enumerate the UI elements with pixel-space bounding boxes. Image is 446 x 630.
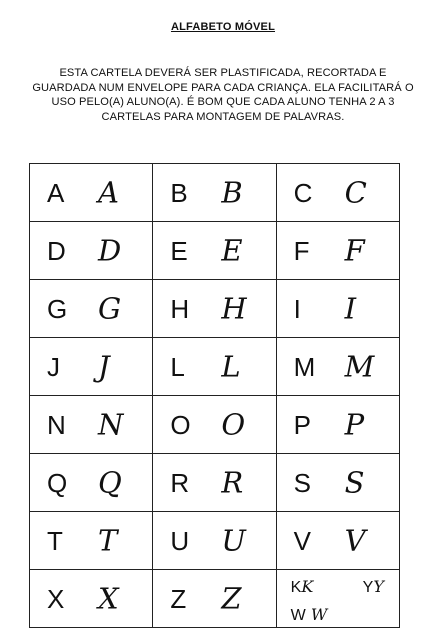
letter-card[interactable] bbox=[30, 280, 153, 338]
print-letter: J bbox=[47, 351, 60, 382]
letter-card[interactable] bbox=[276, 396, 399, 454]
print-letter: U bbox=[170, 525, 190, 556]
cursive-letter: I bbox=[344, 291, 357, 325]
print-letter: K bbox=[290, 579, 302, 596]
print-letter: H bbox=[170, 293, 190, 324]
cursive-letter: O bbox=[221, 407, 246, 441]
print-letter: E bbox=[170, 235, 188, 266]
cursive-letter: Z bbox=[221, 581, 242, 615]
print-letter: A bbox=[47, 177, 65, 208]
letter-card[interactable] bbox=[276, 222, 399, 280]
cursive-letter: H bbox=[221, 291, 247, 325]
letter-card[interactable] bbox=[153, 512, 276, 570]
cursive-letter: N bbox=[98, 407, 124, 441]
letter-card[interactable] bbox=[153, 164, 276, 222]
alphabet-grid bbox=[29, 163, 400, 628]
cursive-letter: B bbox=[221, 175, 243, 209]
print-letter: T bbox=[47, 525, 63, 556]
letter-card[interactable] bbox=[276, 164, 399, 222]
print-letter: P bbox=[293, 409, 311, 440]
page-title: ALFABETO MÓVEL bbox=[170, 21, 276, 33]
instruction-line: GUARDADA NUM ENVELOPE PARA CADA CRIANÇA. ELA FACILITARÁ O bbox=[32, 81, 414, 94]
print-letter: L bbox=[170, 351, 185, 382]
cursive-letter: P bbox=[344, 407, 365, 441]
letter-card[interactable] bbox=[153, 338, 276, 396]
letter-card[interactable] bbox=[30, 222, 153, 280]
print-letter: O bbox=[170, 409, 191, 440]
cursive-letter: Q bbox=[98, 465, 122, 499]
cursive-letter: F bbox=[344, 233, 365, 267]
letter-card[interactable] bbox=[30, 396, 153, 454]
print-letter: F bbox=[293, 235, 310, 266]
instruction-line: USO PELO(A) ALUNO(A). É BOM QUE CADA ALUNO TENHA 2 A 3 bbox=[51, 96, 395, 108]
print-letter: M bbox=[293, 351, 316, 382]
cursive-letter: Y bbox=[373, 577, 384, 596]
cursive-letter: K bbox=[301, 577, 314, 596]
cursive-letter: V bbox=[344, 523, 366, 557]
cursive-letter: C bbox=[344, 175, 367, 209]
print-letter: C bbox=[293, 177, 313, 208]
letter-card[interactable] bbox=[276, 454, 399, 512]
letter-card[interactable] bbox=[153, 454, 276, 512]
letter-card[interactable] bbox=[153, 222, 276, 280]
print-letter: N bbox=[47, 409, 66, 440]
print-letter: Z bbox=[170, 583, 187, 614]
print-letter: I bbox=[293, 293, 301, 324]
print-letter: Y bbox=[362, 579, 374, 596]
cursive-letter: T bbox=[98, 523, 118, 557]
letter-card[interactable] bbox=[153, 396, 276, 454]
print-letter: B bbox=[170, 177, 188, 208]
print-letter: G bbox=[47, 293, 68, 324]
letter-card[interactable] bbox=[30, 164, 153, 222]
letter-card[interactable] bbox=[30, 338, 153, 396]
letter-card[interactable] bbox=[30, 454, 153, 512]
print-letter: S bbox=[293, 467, 311, 498]
letter-pair-w bbox=[291, 607, 328, 624]
letter-card[interactable] bbox=[276, 338, 399, 396]
letter-pair-k bbox=[291, 579, 314, 596]
instructions bbox=[0, 66, 446, 124]
letter-pair-y bbox=[363, 579, 384, 596]
print-letter: X bbox=[47, 583, 65, 614]
print-letter: Q bbox=[47, 467, 68, 498]
print-letter: W bbox=[290, 607, 306, 624]
cursive-letter: L bbox=[221, 349, 241, 383]
letter-card[interactable] bbox=[30, 570, 153, 628]
cursive-letter: X bbox=[98, 581, 119, 615]
cursive-letter: G bbox=[98, 291, 122, 325]
cursive-letter: D bbox=[98, 233, 122, 267]
print-letter: D bbox=[47, 235, 66, 266]
letter-card[interactable] bbox=[153, 280, 276, 338]
print-letter: R bbox=[170, 467, 190, 498]
cursive-letter: E bbox=[221, 233, 243, 267]
cursive-letter: J bbox=[98, 349, 110, 383]
letter-card[interactable] bbox=[276, 280, 399, 338]
cursive-letter: U bbox=[221, 523, 246, 557]
cursive-letter: W bbox=[310, 605, 328, 624]
letter-card[interactable] bbox=[153, 570, 276, 628]
cursive-letter: S bbox=[344, 465, 365, 499]
cursive-letter: R bbox=[221, 465, 244, 499]
letter-card[interactable] bbox=[276, 512, 399, 570]
letter-card[interactable] bbox=[30, 512, 153, 570]
cursive-letter: A bbox=[98, 175, 119, 209]
letter-card-kyw[interactable] bbox=[276, 570, 399, 628]
print-letter: V bbox=[293, 525, 311, 556]
instruction-line: ESTA CARTELA DEVERÁ SER PLASTIFICADA, RECORTADA E bbox=[59, 67, 387, 79]
cursive-letter: M bbox=[344, 349, 375, 383]
instruction-line: CARTELAS PARA MONTAGEM DE PALAVRAS. bbox=[101, 110, 345, 123]
